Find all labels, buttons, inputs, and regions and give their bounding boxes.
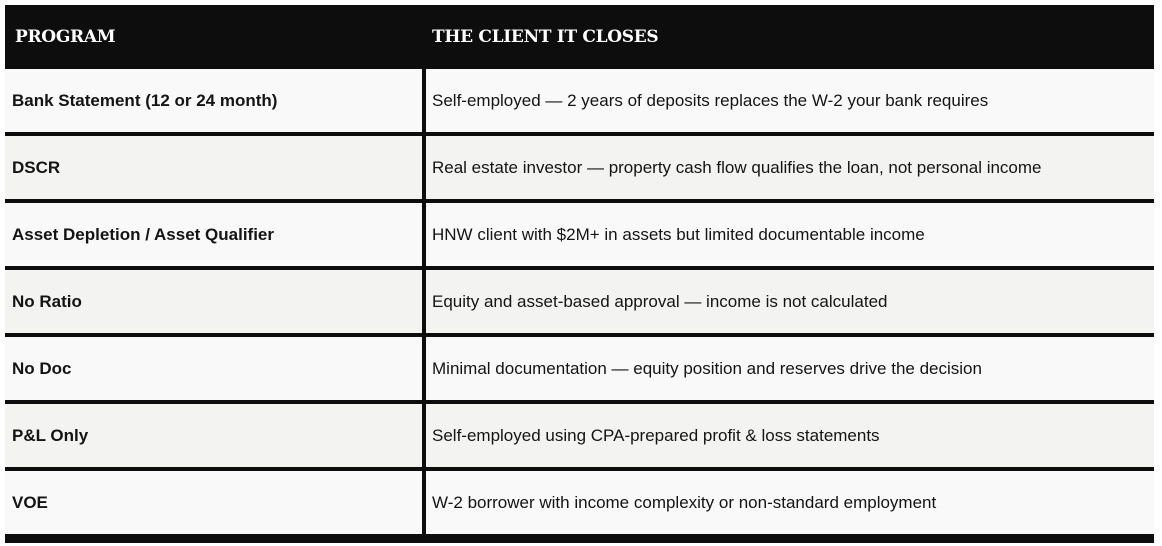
- program-cell: Bank Statement (12 or 24 month): [5, 69, 424, 134]
- program-cell: VOE: [5, 469, 424, 534]
- program-table: [5, 5, 1154, 534]
- program-cell: Asset Depletion / Asset Qualifier: [5, 201, 424, 268]
- header-client: THE CLIENT IT CLOSES: [424, 5, 1154, 69]
- header-row: [5, 5, 1154, 69]
- table-row: [5, 268, 1154, 335]
- client-cell: Real estate investor — property cash flow qualifies the loan, not personal income: [424, 134, 1154, 201]
- program-cell: No Ratio: [5, 268, 424, 335]
- client-cell: HNW client with $2M+ in assets but limited documentable income: [424, 201, 1154, 268]
- table-row: [5, 402, 1154, 469]
- table-row: [5, 69, 1154, 134]
- client-cell: W-2 borrower with income complexity or non-standard employment: [424, 469, 1154, 534]
- header-program: PROGRAM: [5, 5, 424, 69]
- table-header: [5, 5, 1154, 69]
- client-cell: Self-employed using CPA-prepared profit & loss statements: [424, 402, 1154, 469]
- client-cell: Equity and asset-based approval — income is not calculated: [424, 268, 1154, 335]
- table-row: [5, 201, 1154, 268]
- table-row: [5, 469, 1154, 534]
- program-table-container: [5, 5, 1154, 543]
- program-cell: P&L Only: [5, 402, 424, 469]
- client-cell: Minimal documentation — equity position and reserves drive the decision: [424, 335, 1154, 402]
- client-cell: Self-employed — 2 years of deposits replaces the W-2 your bank requires: [424, 69, 1154, 134]
- program-cell: No Doc: [5, 335, 424, 402]
- table-row: [5, 134, 1154, 201]
- table-body: [5, 69, 1154, 534]
- program-cell: DSCR: [5, 134, 424, 201]
- table-row: [5, 335, 1154, 402]
